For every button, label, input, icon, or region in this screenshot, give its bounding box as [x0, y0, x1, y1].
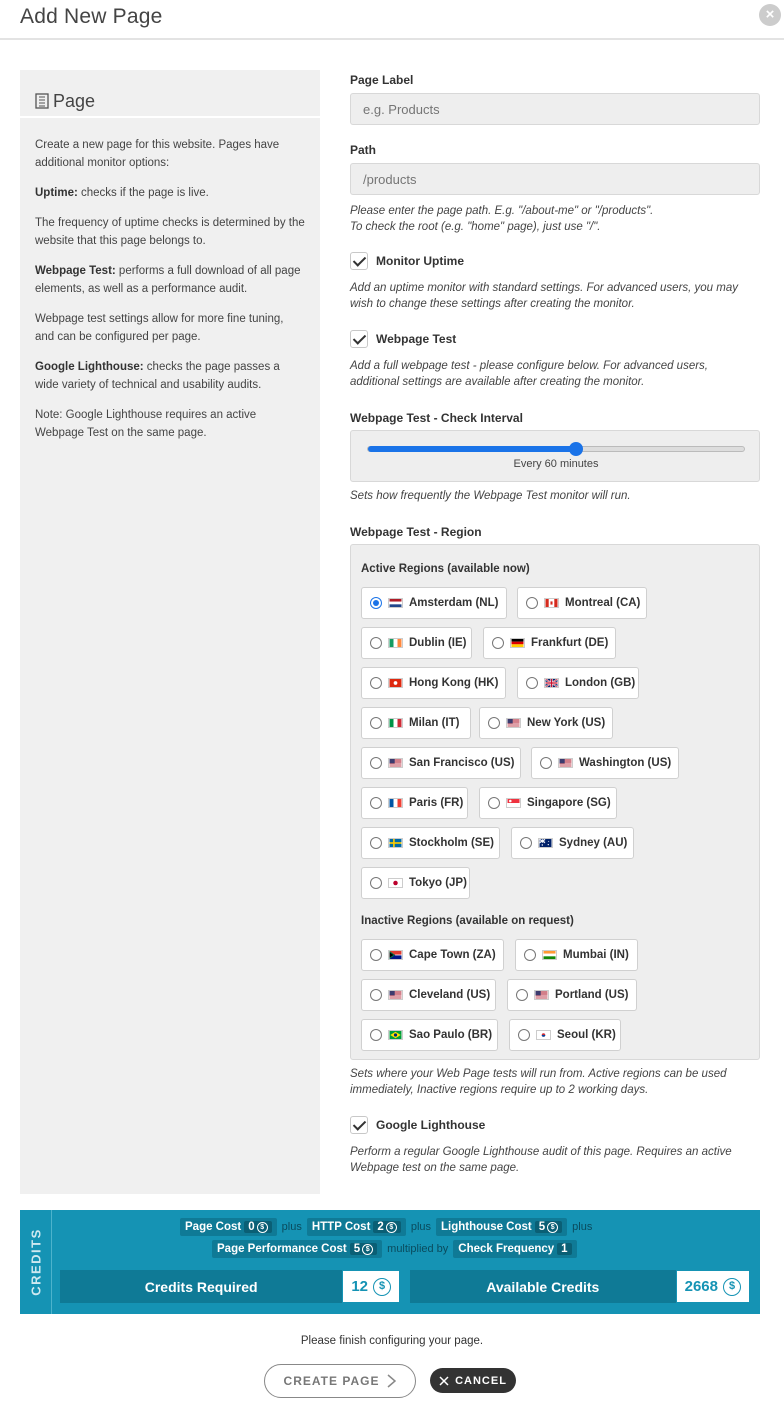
cost-row-2: Page Performance Cost 5 $ multiplied by Check Frequency 1 [212, 1240, 577, 1258]
flag-nl-icon [388, 598, 403, 608]
checkbox-check-icon[interactable] [350, 252, 368, 270]
flag-ie-icon [388, 638, 403, 648]
flag-us-icon [534, 990, 549, 1000]
slider-track[interactable] [367, 446, 745, 452]
region-label: Singapore (SG) [527, 797, 611, 809]
path-label: Path [350, 143, 377, 157]
monitor-uptime-help: Add an uptime monitor with standard settings. For advanced users, you may wish to change these settings after creating the monitor. [350, 282, 739, 310]
inactive-regions-heading: Inactive Regions (available on request) [361, 915, 574, 927]
radio-icon[interactable] [524, 949, 536, 961]
radio-icon[interactable] [540, 757, 552, 769]
inactive-region-option[interactable] [509, 1019, 621, 1051]
region-label: Webpage Test - Region [350, 525, 482, 539]
flag-ca-icon [544, 598, 559, 608]
radio-icon[interactable] [488, 797, 500, 809]
radio-icon[interactable] [516, 989, 528, 1001]
credits-required [60, 1270, 400, 1303]
active-regions-heading: Active Regions (available now) [361, 563, 530, 575]
region-label: Mumbai (IN) [563, 949, 629, 961]
interval-label: Webpage Test - Check Interval [350, 411, 523, 425]
region-label: San Francisco (US) [409, 757, 515, 769]
lighthouse-cost-chip: Lighthouse Cost 5 $ [436, 1218, 567, 1236]
flag-fr-icon [388, 798, 403, 808]
flag-it-icon [388, 718, 403, 728]
google-lighthouse-checkbox[interactable]: Google Lighthouse [350, 1116, 485, 1134]
credits-required-label: Credits Required [144, 1278, 258, 1295]
active-region-option[interactable] [361, 587, 507, 619]
info-uptime: Uptime: checks if the page is live. [35, 187, 209, 199]
info-webtest: Webpage Test: performs a full download of all page elements, as well as a performance audit. [35, 265, 301, 295]
radio-icon[interactable] [520, 837, 532, 849]
chevron-right-icon [387, 1374, 396, 1388]
credits-side-label: CREDITS [20, 1210, 52, 1314]
cost-row-1: Page Cost 0 $ plus HTTP Cost 2 $ plus Lighthouse Cost 5 $ plus [180, 1218, 592, 1236]
active-region-option[interactable] [361, 787, 468, 819]
region-label: Milan (IT) [409, 717, 460, 729]
radio-icon[interactable] [526, 597, 538, 609]
info-note: Note: Google Lighthouse requires an active Webpage Test on the same page. [35, 409, 257, 439]
radio-icon[interactable] [370, 637, 382, 649]
region-label: Stockholm (SE) [409, 837, 494, 849]
available-credits-label: Available Credits [486, 1278, 600, 1295]
info-webtest-settings: Webpage test settings allow for more fine tuning, and can be configured per page. [35, 313, 284, 343]
checkbox-check-icon[interactable] [350, 330, 368, 348]
coin-icon: $ [257, 1222, 268, 1233]
google-lighthouse-help: Perform a regular Google Lighthouse audit of this page. Requires an active Webpage test on the same page. [350, 1146, 732, 1174]
credits-required-value: 12 $ [342, 1270, 400, 1303]
active-region-option[interactable] [483, 627, 616, 659]
region-help: Sets where your Web Page tests will run from. Active regions can be used immediately, Inactive regions require up to 2 working days. [350, 1068, 727, 1096]
close-icon[interactable]: × [759, 4, 781, 26]
monitor-uptime-checkbox[interactable]: Monitor Uptime [350, 252, 464, 270]
inactive-region-option[interactable] [361, 979, 496, 1011]
flag-br-icon [388, 1030, 403, 1040]
flag-in-icon [542, 950, 557, 960]
radio-icon[interactable] [370, 877, 382, 889]
region-label: Hong Kong (HK) [409, 677, 499, 689]
checkbox-check-icon[interactable] [350, 1116, 368, 1134]
active-region-option[interactable] [517, 667, 639, 699]
flag-us-icon [388, 758, 403, 768]
region-label: Sao Paulo (BR) [409, 1029, 493, 1041]
flag-sg-icon [506, 798, 521, 808]
radio-icon[interactable] [492, 637, 504, 649]
page-label-input[interactable] [350, 93, 760, 125]
region-selector [350, 544, 760, 1060]
flag-us-icon [506, 718, 521, 728]
info-uptime-frequency: The frequency of uptime checks is determined by the website that this page belongs to. [35, 217, 305, 247]
flag-za-icon [388, 950, 403, 960]
radio-icon[interactable] [488, 717, 500, 729]
active-region-option[interactable] [479, 787, 617, 819]
coin-icon: $ [373, 1278, 391, 1296]
radio-selected-icon[interactable] [370, 597, 382, 609]
region-label: London (GB) [565, 677, 636, 689]
radio-icon[interactable] [370, 837, 382, 849]
flag-au-icon [538, 838, 553, 848]
active-region-option[interactable] [479, 707, 613, 739]
region-label: Cape Town (ZA) [409, 949, 496, 961]
info-panel-title [20, 70, 320, 118]
radio-icon[interactable] [518, 1029, 530, 1041]
active-region-option[interactable] [361, 707, 471, 739]
info-intro: Create a new page for this website. Pages have additional monitor options: [35, 139, 280, 169]
active-region-option[interactable] [361, 627, 472, 659]
credits-panel [20, 1210, 760, 1314]
radio-icon[interactable] [370, 1029, 382, 1041]
slider-fill [368, 446, 576, 452]
inactive-region-option[interactable] [361, 1019, 498, 1051]
coin-icon: $ [386, 1222, 397, 1233]
active-region-option[interactable] [511, 827, 634, 859]
page-cost-chip: Page Cost 0 $ [180, 1218, 277, 1236]
interval-value: Every 60 minutes [513, 458, 599, 470]
info-panel [20, 70, 320, 1194]
slider-thumb[interactable] [569, 442, 583, 456]
info-lighthouse: Google Lighthouse: checks the page passes a wide variety of technical and usability audits. [35, 361, 280, 391]
available-credits [410, 1270, 750, 1303]
path-input[interactable] [350, 163, 760, 195]
region-label: Amsterdam (NL) [409, 597, 499, 609]
radio-icon[interactable] [370, 677, 382, 689]
flag-kr-icon [536, 1030, 551, 1040]
path-help: Please enter the page path. E.g. "/about-me" or "/products". To check the root (e.g. "home" page), just use "/". [350, 205, 654, 233]
active-region-option[interactable] [361, 867, 470, 899]
active-region-option[interactable] [517, 587, 647, 619]
interval-help: Sets how frequently the Webpage Test monitor will run. [350, 490, 631, 502]
available-credits-value: 2668 $ [676, 1270, 750, 1303]
inactive-region-option[interactable] [515, 939, 638, 971]
coin-icon: $ [547, 1222, 558, 1233]
flag-de-icon [510, 638, 525, 648]
inactive-region-option[interactable] [507, 979, 637, 1011]
info-title-text: Page [53, 90, 96, 111]
active-region-option[interactable] [361, 747, 521, 779]
flag-us-icon [388, 990, 403, 1000]
region-label: New York (US) [527, 717, 606, 729]
radio-icon[interactable] [370, 757, 382, 769]
flag-se-icon [388, 838, 403, 848]
flag-us-icon [558, 758, 573, 768]
dialog-header [0, 0, 784, 40]
active-region-option[interactable] [531, 747, 679, 779]
cancel-button[interactable]: CANCEL [430, 1368, 516, 1393]
radio-icon[interactable] [370, 949, 382, 961]
region-label: Frankfurt (DE) [531, 637, 609, 649]
radio-icon[interactable] [370, 989, 382, 1001]
region-label: Sydney (AU) [559, 837, 628, 849]
page-icon [35, 93, 49, 109]
webpage-test-checkbox[interactable]: Webpage Test [350, 330, 456, 348]
region-label: Cleveland (US) [409, 989, 491, 1001]
webpage-test-help: Add a full webpage test - please configure below. For advanced users, additional settings are available after creating the monitor. [350, 360, 708, 388]
radio-icon[interactable] [370, 797, 382, 809]
radio-icon[interactable] [526, 677, 538, 689]
radio-icon[interactable] [370, 717, 382, 729]
region-label: Tokyo (JP) [409, 877, 467, 889]
region-label: Paris (FR) [409, 797, 464, 809]
region-label: Washington (US) [579, 757, 672, 769]
active-region-option[interactable] [361, 667, 506, 699]
performance-cost-chip: Page Performance Cost 5 $ [212, 1240, 382, 1258]
close-icon [439, 1376, 449, 1386]
coin-icon: $ [723, 1278, 741, 1296]
region-label: Dublin (IE) [409, 637, 467, 649]
coin-icon: $ [362, 1244, 373, 1255]
region-label: Seoul (KR) [557, 1029, 616, 1041]
page-label-label: Page Label [350, 73, 414, 87]
http-cost-chip: HTTP Cost 2 $ [307, 1218, 406, 1236]
finish-message: Please finish configuring your page. [300, 1335, 484, 1347]
create-page-button[interactable]: CREATE PAGE [264, 1364, 416, 1398]
flag-jp-icon [388, 878, 403, 888]
dialog-title: Add New Page [20, 5, 163, 28]
interval-slider [350, 430, 760, 482]
flag-gb-icon [544, 678, 559, 688]
inactive-region-option[interactable] [361, 939, 504, 971]
active-region-option[interactable] [361, 827, 500, 859]
region-label: Portland (US) [555, 989, 629, 1001]
region-label: Montreal (CA) [565, 597, 641, 609]
check-frequency-chip: Check Frequency 1 [453, 1240, 576, 1258]
flag-hk-icon [388, 678, 403, 688]
